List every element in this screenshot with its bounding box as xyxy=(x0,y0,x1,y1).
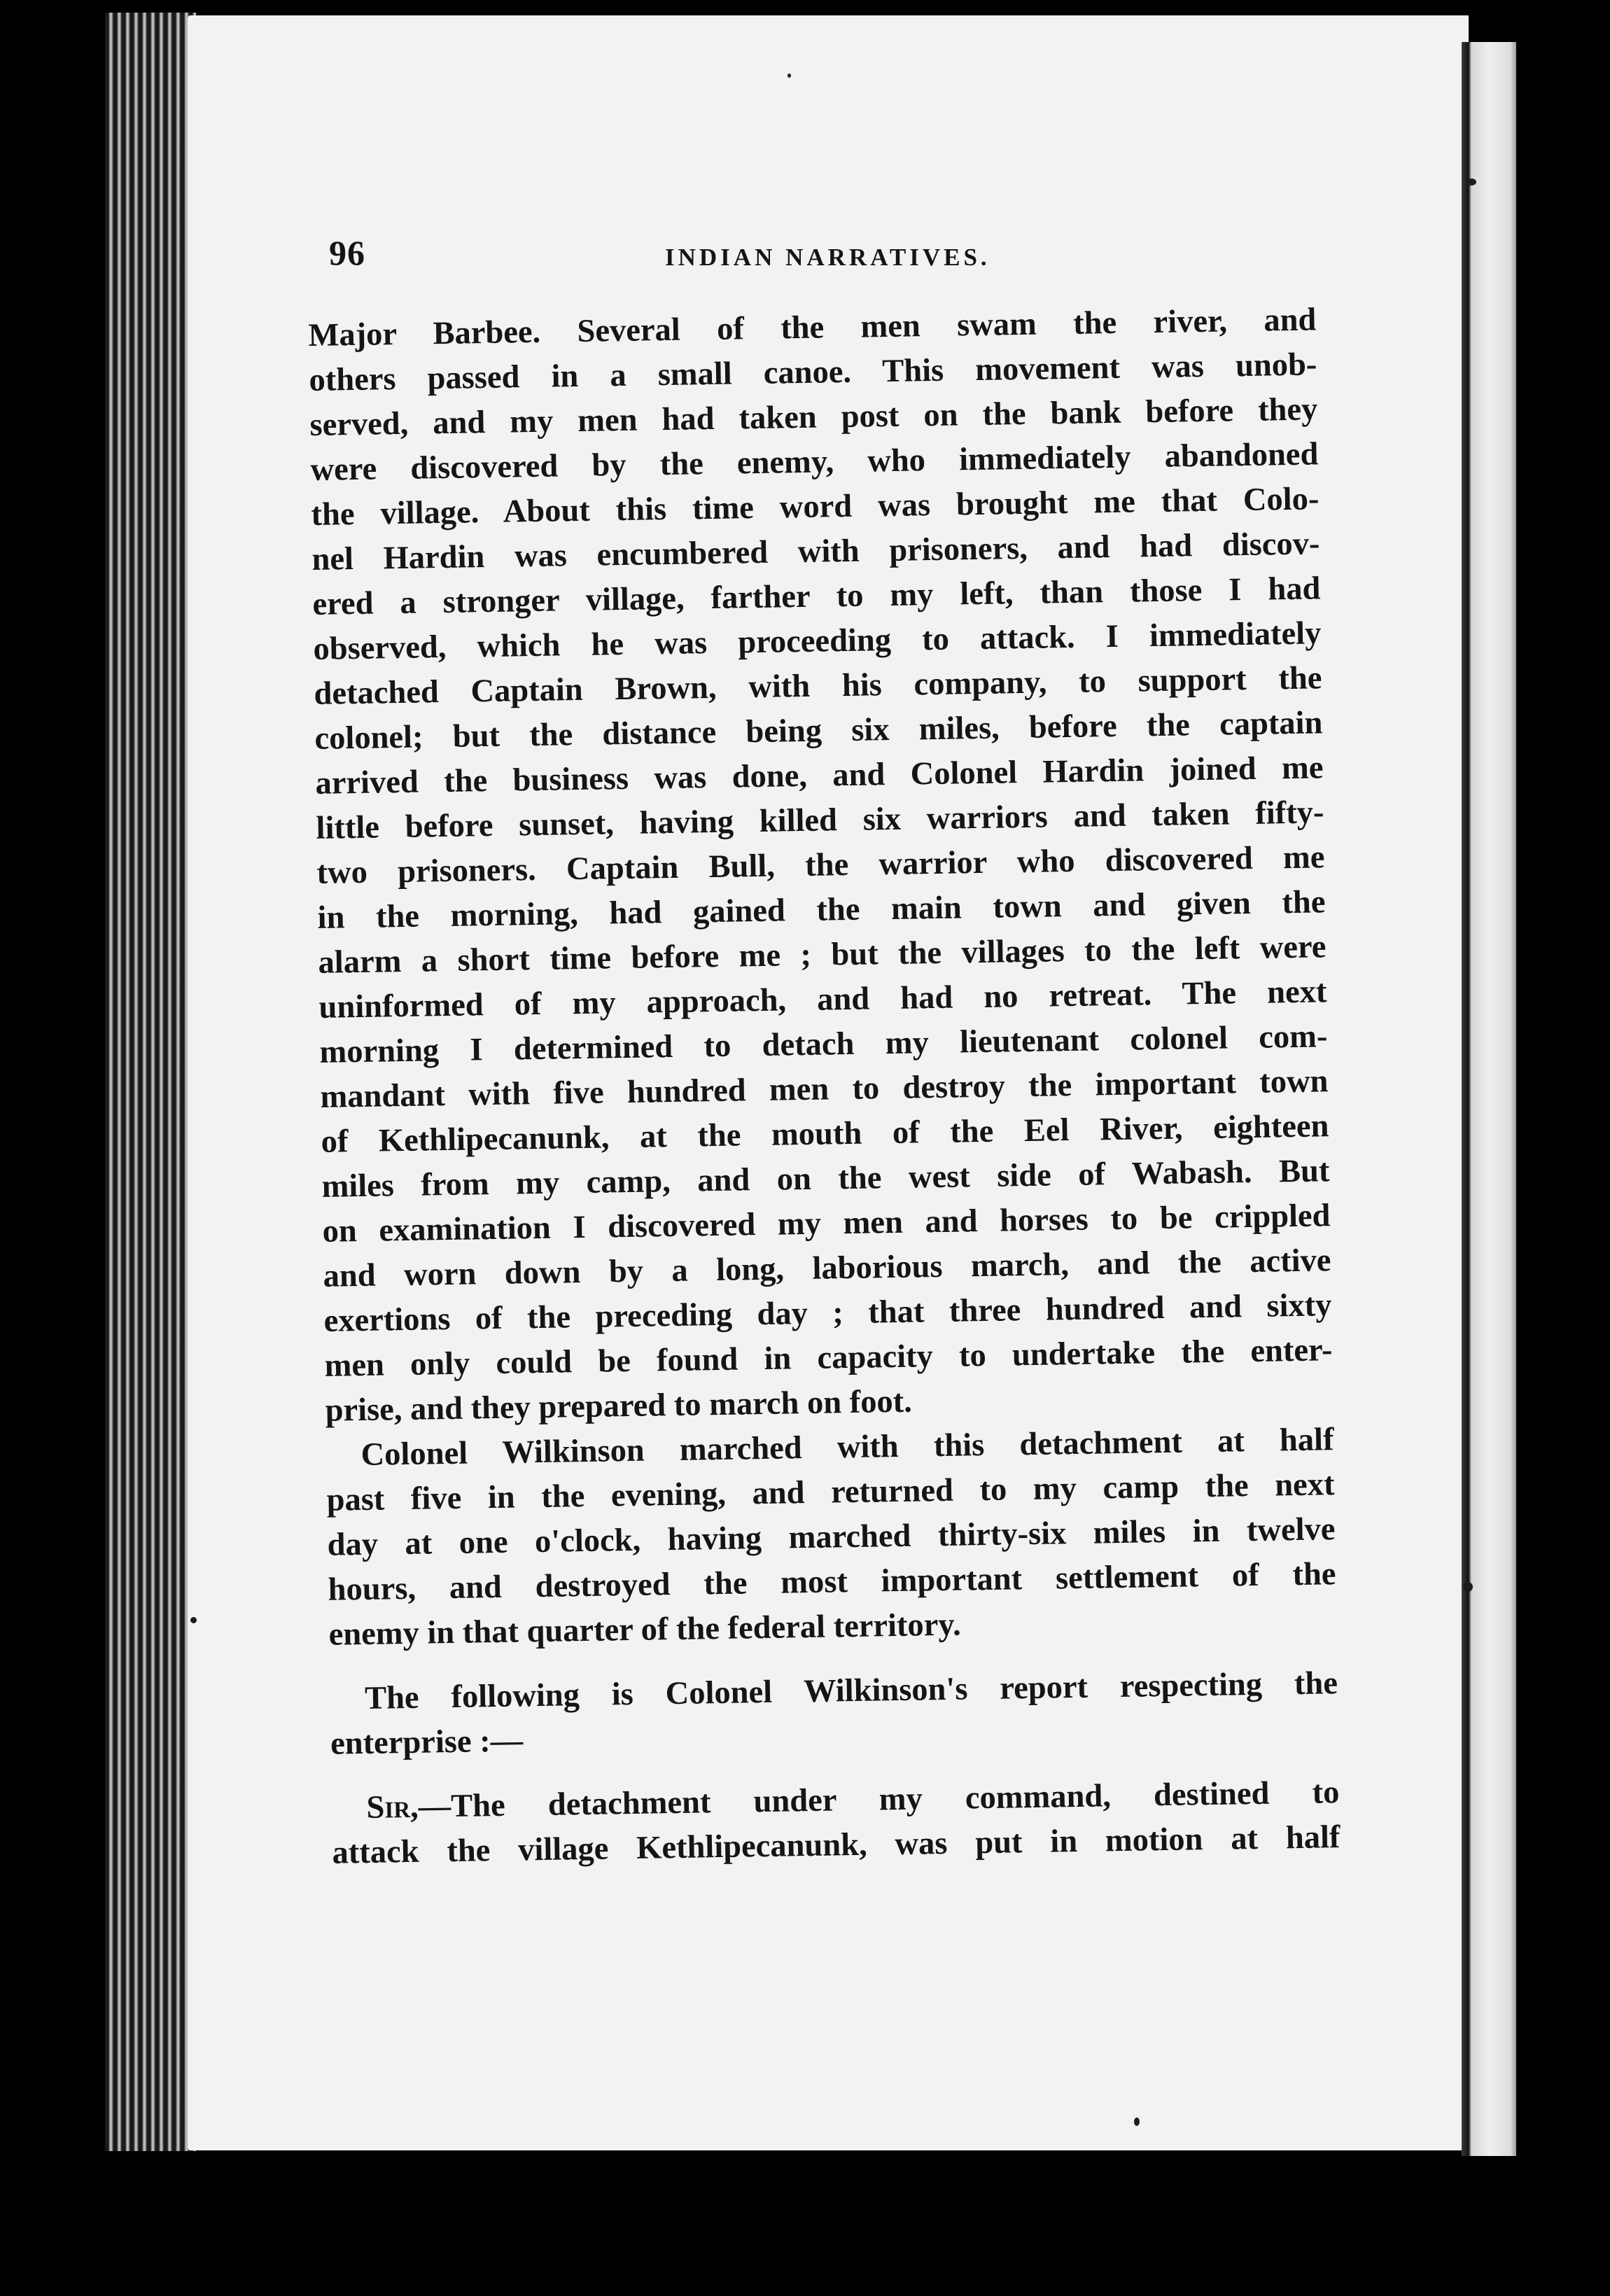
text-line: day at one o'clock, having marched thirty-six miles in twelve xyxy=(327,1511,1336,1563)
text-line: on examination I discovered my men and horses to be crippled xyxy=(322,1198,1331,1250)
book-binding-edge xyxy=(105,13,196,2151)
text-line-rest: —The detachment under my command, destined to xyxy=(418,1774,1340,1825)
text-line: morning I determined to detach my lieutenant colonel com- xyxy=(319,1018,1328,1070)
text-line: Colonel Wilkinson marched with this detachment at half xyxy=(360,1422,1334,1474)
paragraph xyxy=(308,298,1334,1433)
running-head xyxy=(329,232,1281,288)
text-line: alarm a short time before me ; but the villages to the left were xyxy=(318,929,1326,981)
paragraph xyxy=(326,1418,1337,1658)
scan-speck xyxy=(1463,1582,1473,1592)
text-line: little before sunset, having killed six warriors and taken fifty- xyxy=(316,794,1324,846)
scan-speck xyxy=(788,74,791,78)
scan-speck xyxy=(1134,2118,1140,2126)
text-line: exertions of the preceding day ; that three hundred and sixty xyxy=(323,1287,1332,1339)
text-line: arrived the business was done, and Colonel Hardin joined me xyxy=(315,750,1324,802)
text-line: two prisoners. Captain Bull, the warrior who discovered me xyxy=(316,839,1325,891)
text-line: and worn down by a long, laborious march, and the active xyxy=(323,1242,1331,1294)
text-line: the village. About this time word was brought me that Colo- xyxy=(311,481,1320,533)
text-line: ered a stronger village, farther to my left, than those I had xyxy=(312,570,1321,622)
page-number: 96 xyxy=(329,233,365,272)
text-line: prise, and they prepared to march on foot. xyxy=(325,1383,913,1429)
page-gutter-edge xyxy=(1462,42,1516,2156)
text-line: were discovered by the enemy, who immediately abandoned xyxy=(310,436,1319,488)
text-line: enemy in that quarter of the federal territory. xyxy=(328,1606,961,1653)
text-line: of Kethlipecanunk, at the mouth of the Eel River, eighteen xyxy=(321,1108,1329,1160)
text-line: Major Barbee. Several of the men swam the river, and xyxy=(308,302,1317,354)
letter-paragraph xyxy=(331,1770,1340,1876)
paragraph xyxy=(330,1661,1339,1767)
text-line: past five in the evening, and returned to my camp the next xyxy=(326,1466,1335,1518)
salutation: Sir, xyxy=(366,1788,419,1826)
scan-speck xyxy=(190,1617,197,1623)
text-line: served, and my men had taken post on the bank before they xyxy=(309,391,1318,443)
text-line: attack the village Kethlipecanunk, was put in motion at half xyxy=(332,1819,1340,1871)
body-text xyxy=(308,298,1340,1902)
text-line: observed, which he was proceeding to attack. I immediately xyxy=(313,615,1322,667)
text-line: hours, and destroyed the most important settlement of the xyxy=(328,1556,1336,1608)
running-title: INDIAN NARRATIVES. xyxy=(665,244,990,271)
text-line: men only could be found in capacity to undertake the enter- xyxy=(324,1332,1333,1384)
text-line: The following is Colonel Wilkinson's report respecting the xyxy=(364,1665,1338,1716)
text-line: others passed in a small canoe. This movement was unob- xyxy=(309,346,1317,398)
text-line: enterprise :— xyxy=(330,1723,524,1762)
text-line: uninformed of my approach, and had no retreat. The next xyxy=(318,974,1327,1026)
text-line: miles from my camp, and on the west side of Wabash. But xyxy=(321,1153,1330,1205)
text-line: nel Hardin was encumbered with prisoners, and had discov- xyxy=(312,526,1320,578)
text-line: colonel; but the distance being six miles, before the captain xyxy=(314,705,1323,757)
text-line: mandant with five hundred men to destroy the important town xyxy=(320,1063,1329,1115)
text-line: in the morning, had gained the main town and given the xyxy=(317,884,1326,936)
scan-speck xyxy=(1466,178,1476,186)
text-line: detached Captain Brown, with his company, to support the xyxy=(314,660,1322,712)
